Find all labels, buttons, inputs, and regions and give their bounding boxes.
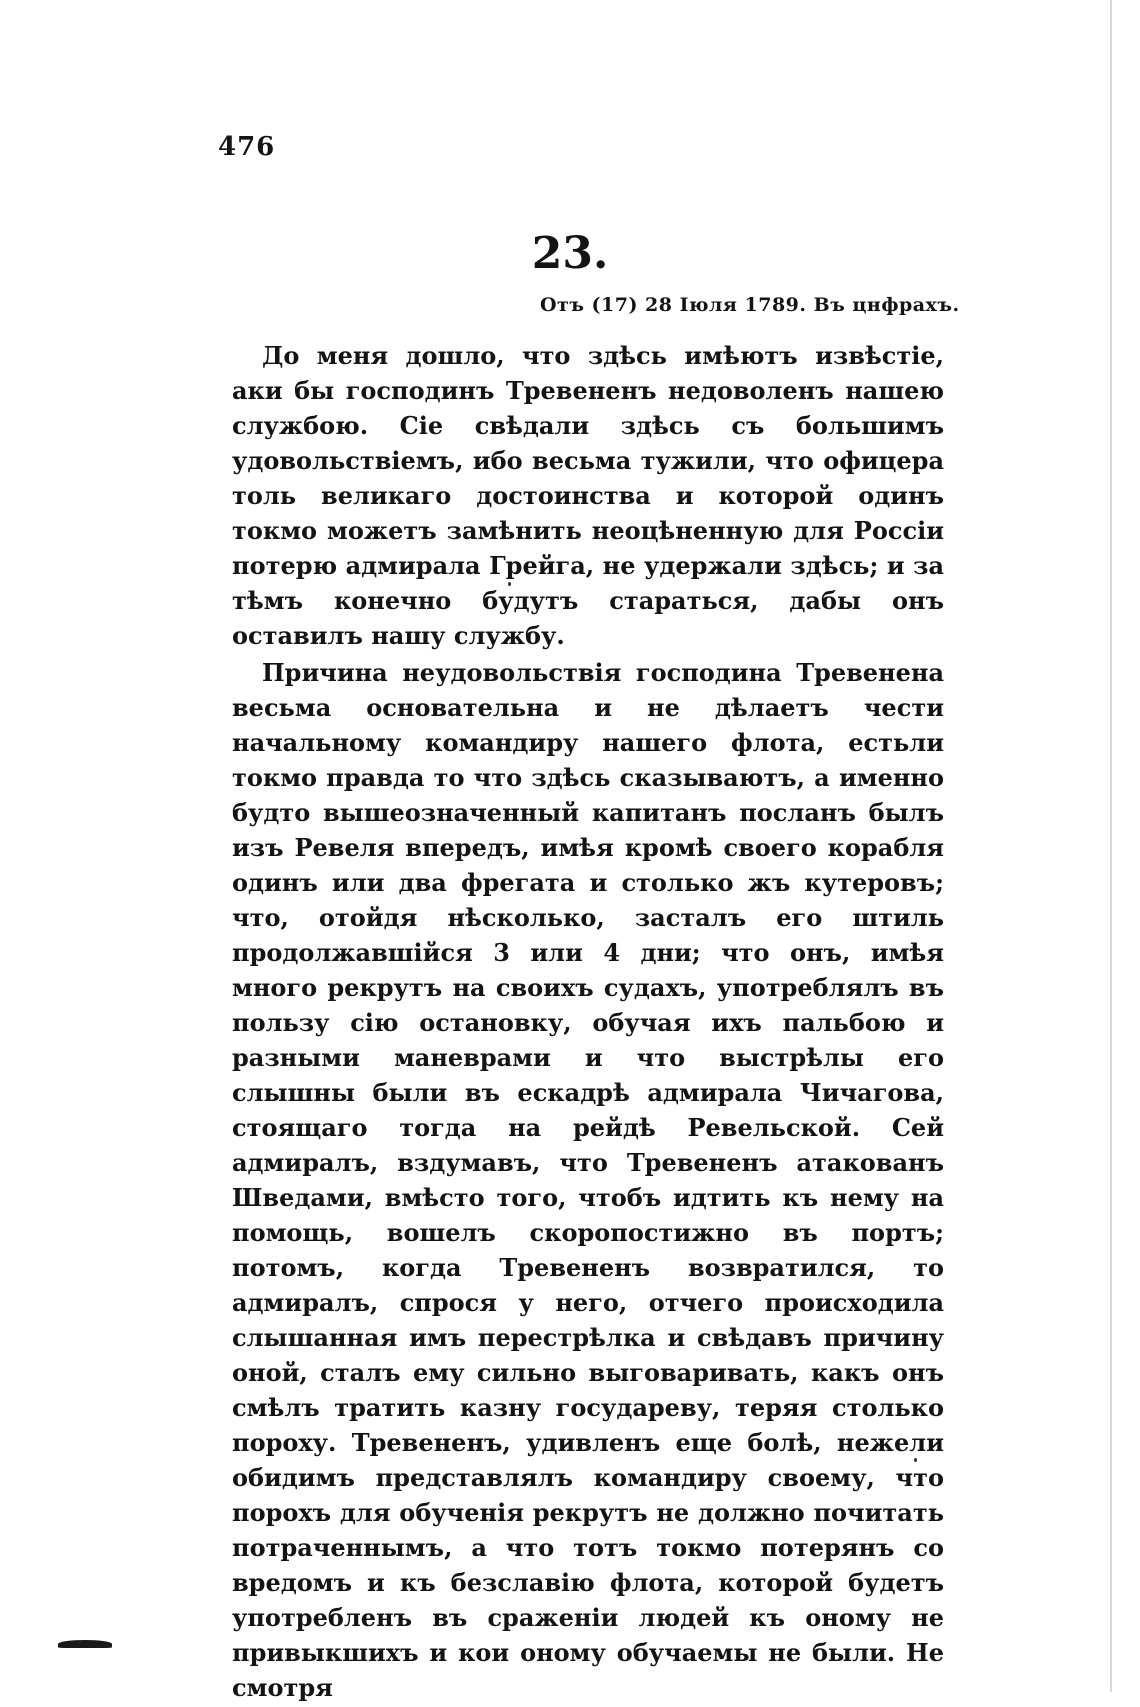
paragraph: До меня дошло, что здѣсь имѣютъ извѣстіе, аки бы господинъ Тревененъ недоволенъ нашею службою. Сіе свѣдали здѣсь съ большимъ удовольствіемъ, ибо весьма тужили, что офицера толь великаго достоинства и которой одинъ токмо можетъ замѣнить неоцѣненную для Россіи потерю адмирала Грейга, не удержали здѣсь; и за тѣмъ конечно будутъ стараться, дабы онъ оставилъ нашу службу.	[232, 341, 944, 650]
section-heading: 23.	[531, 228, 609, 279]
scan-speck	[508, 582, 511, 586]
body-text	[232, 338, 944, 1707]
scan-stain	[58, 1640, 112, 1648]
scan-speck	[914, 1458, 917, 1462]
paragraph: Причина неудовольствія господина Тревенена весьма основательна и не дѣлаетъ чести начальному командиру нашего флота, естьли токмо правда то что здѣсь сказываютъ, а именно будто вышеозначенный капитанъ посланъ былъ изъ Ревеля впередъ, имѣя кромѣ своего корабля одинъ или два фрегата и столько жъ кутеровъ; что, отойдя нѣсколько, засталъ его штиль продолжавшійся 3 или 4 дни; что онъ, имѣя много рекрутъ на своихъ судахъ, употреблялъ въ пользу сію остановку, обучая ихъ пальбою и разными маневрами и что выстрѣлы его слышны были въ ескадрѣ адмирала Чичагова, стоящаго тогда на рейдѣ Ревельской. Сей адмиралъ, вздумавъ, что Тревененъ атакованъ Шведами, вмѣсто того, чтобъ идтить къ нему на помощь, вошелъ скоропостижно въ портъ; потомъ, когда Тревененъ возвратился, то адмиралъ, спрося у него, отчего происходила слышанная имъ перестрѣлка и свѣдавъ причину оной, сталъ ему сильно выговаривать, какъ онъ смѣлъ тратить казну государеву, теряя столько пороху. Тревененъ, удивленъ еще болѣ, нежели обидимъ представлялъ командиру своему, что порохъ для обученія рекрутъ не должно почитать потраченнымъ, а что тотъ токмо потерянъ со вредомъ и къ безславію флота, которой будетъ употребленъ въ сраженіи людей къ оному не привыкшихъ и кои оному обучаемы не были. Не смотря	[232, 658, 944, 1702]
letter-dateline: Отъ (17) 28 Іюля 1789. Въ цнфрахъ.	[540, 294, 960, 316]
page-number: 476	[218, 132, 276, 162]
